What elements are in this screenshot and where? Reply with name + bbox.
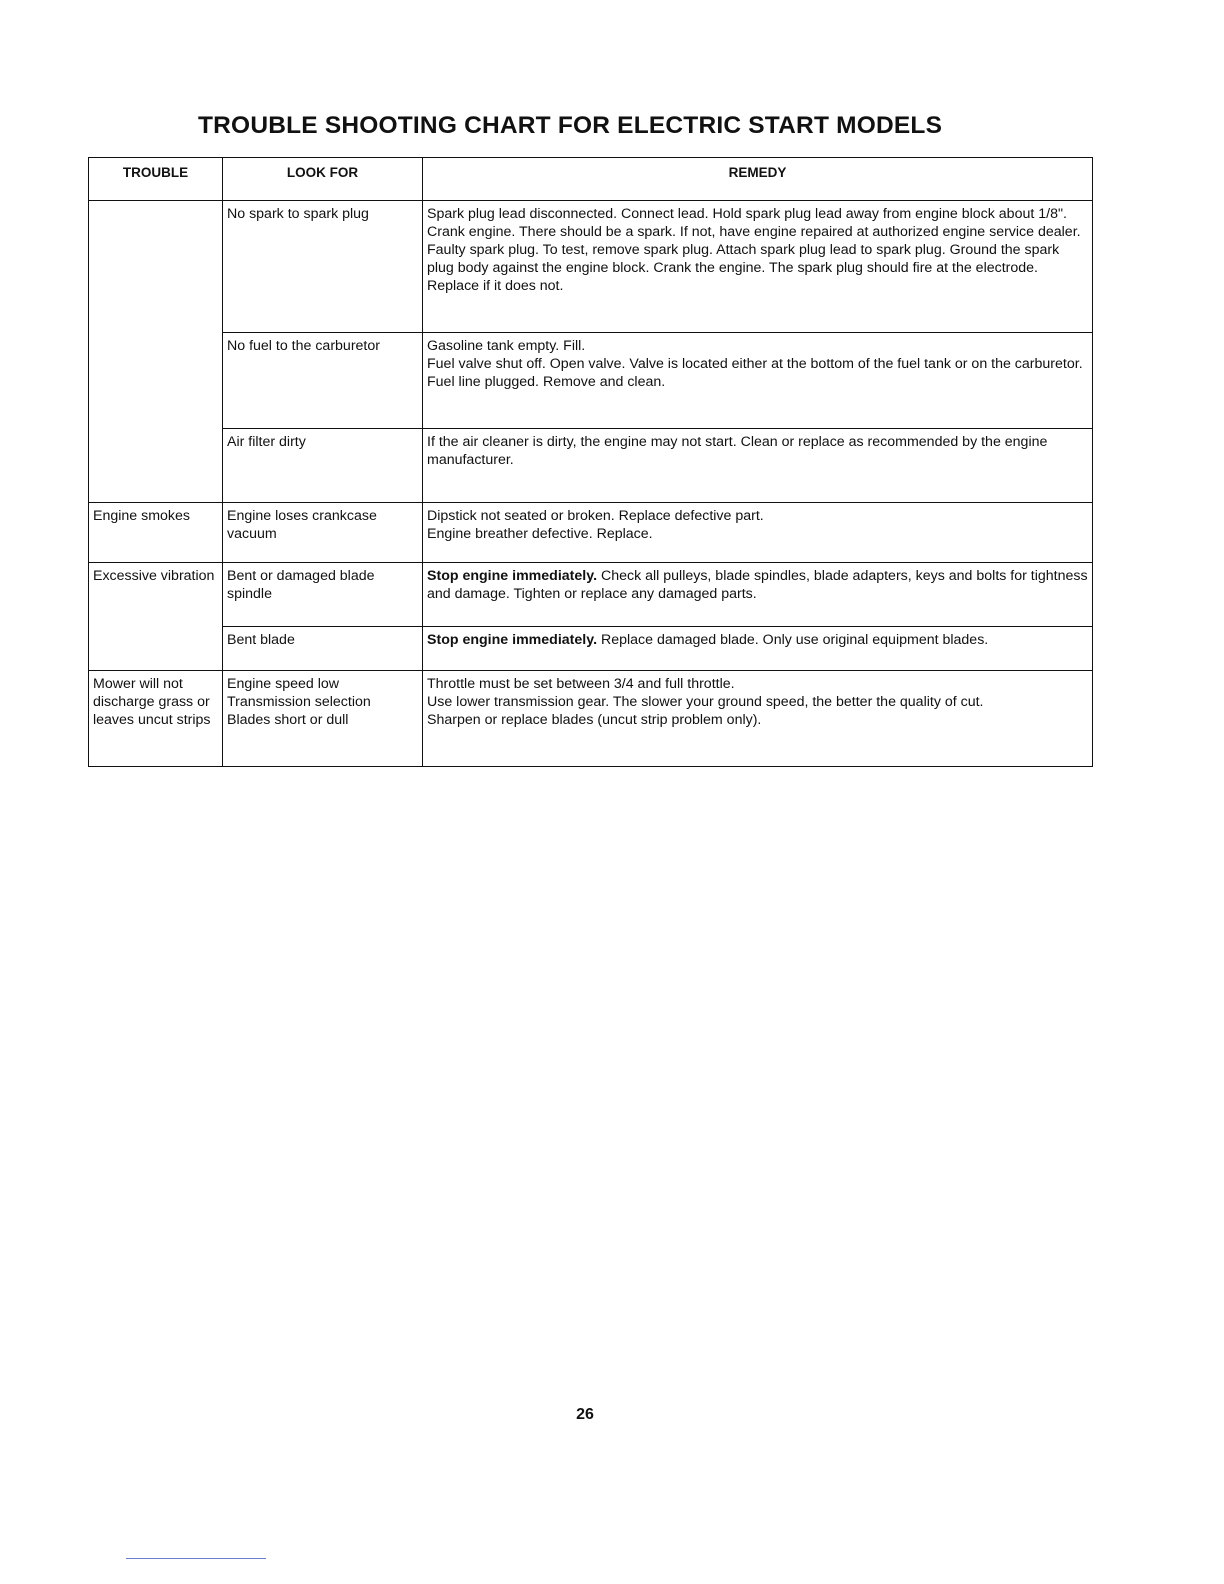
trouble-shooting-table bbox=[88, 157, 1093, 767]
look-for-item: No fuel to the carburetor bbox=[227, 338, 380, 354]
remedy-text: Check all pulleys, blade spindles, blade adapters, keys and bolts for tightness and damage. Tighten or replace any damaged parts. bbox=[427, 568, 1088, 602]
trouble-cell: Engine smokes bbox=[89, 503, 223, 563]
remedy-cell bbox=[423, 201, 1093, 333]
remedy-item: Use lower transmission gear. The slower your ground speed, the better the quality of cut. bbox=[427, 694, 984, 710]
trouble-cell: Excessive vibration bbox=[89, 563, 223, 671]
page-number: 26 bbox=[576, 1406, 594, 1423]
remedy-cell bbox=[423, 627, 1093, 671]
table-row bbox=[89, 627, 1093, 671]
remedy-item: Throttle must be set between 3/4 and full throttle. bbox=[427, 676, 735, 692]
look-for-cell bbox=[223, 503, 423, 563]
table-row bbox=[89, 563, 1093, 627]
remedy-cell bbox=[423, 563, 1093, 627]
header-trouble: TROUBLE bbox=[89, 158, 223, 201]
remedy-cell bbox=[423, 671, 1093, 767]
header-remedy: REMEDY bbox=[423, 158, 1093, 201]
look-for-cell bbox=[223, 429, 423, 503]
header-look-for: LOOK FOR bbox=[223, 158, 423, 201]
remedy-item: Fuel line plugged. Remove and clean. bbox=[427, 374, 666, 390]
remedy-emphasis: Stop engine immediately. bbox=[427, 568, 598, 584]
trouble-cell: Mower will not discharge grass or leaves uncut strips bbox=[89, 671, 223, 767]
remedy-item: Sharpen or replace blades (uncut strip problem only). bbox=[427, 712, 762, 728]
look-for-cell bbox=[223, 333, 423, 429]
remedy-item: If the air cleaner is dirty, the engine may not start. Clean or replace as recommended by the engine manufacturer. bbox=[427, 434, 1048, 468]
look-for-cell bbox=[223, 627, 423, 671]
remedy-item: Dipstick not seated or broken. Replace defective part. bbox=[427, 508, 764, 524]
remedy-item: Gasoline tank empty. Fill. bbox=[427, 338, 586, 354]
look-for-cell bbox=[223, 201, 423, 333]
remedy-item: Fuel valve shut off. Open valve. Valve is located either at the bottom of the fuel tank or on the carburetor. bbox=[427, 356, 1083, 372]
look-for-cell bbox=[223, 671, 423, 767]
remedy-item: Faulty spark plug. To test, remove spark plug. Attach spark plug lead to spark plug. Ground the spark plug body against the engine block. Crank the engine. The spark plug should fire at the electrode. Replace if it does not. bbox=[427, 242, 1060, 294]
remedy-item: Engine breather defective. Replace. bbox=[427, 526, 653, 542]
look-for-item: Transmission selection bbox=[227, 694, 371, 710]
page-title: TROUBLE SHOOTING CHART FOR ELECTRIC START MODELS bbox=[198, 112, 943, 139]
header-row bbox=[89, 158, 1093, 201]
table-row bbox=[89, 671, 1093, 767]
look-for-item: No spark to spark plug bbox=[227, 206, 369, 222]
remedy-item: Spark plug lead disconnected. Connect lead. Hold spark plug lead away from engine block about 1/8". Crank engine. There should be a spark. If not, have engine repaired at authorized engine service dealer. bbox=[427, 206, 1081, 240]
remedy-item bbox=[427, 567, 1088, 603]
remedy-item bbox=[427, 631, 1088, 649]
trouble-cell bbox=[89, 201, 223, 503]
look-for-item: Engine loses crankcase vacuum bbox=[227, 508, 377, 542]
remedy-cell bbox=[423, 503, 1093, 563]
look-for-item: Air filter dirty bbox=[227, 434, 306, 450]
look-for-item: Blades short or dull bbox=[227, 712, 349, 728]
table-row bbox=[89, 429, 1093, 503]
look-for-item: Bent blade bbox=[227, 632, 295, 648]
look-for-item: Bent or damaged blade spindle bbox=[227, 568, 375, 602]
table-row bbox=[89, 333, 1093, 429]
remedy-cell bbox=[423, 333, 1093, 429]
look-for-cell bbox=[223, 563, 423, 627]
look-for-item: Engine speed low bbox=[227, 676, 340, 692]
table-row bbox=[89, 503, 1093, 563]
remedy-emphasis: Stop engine immediately. bbox=[427, 632, 598, 648]
remedy-cell bbox=[423, 429, 1093, 503]
footer-rule bbox=[126, 1558, 266, 1559]
remedy-text: Replace damaged blade. Only use original equipment blades. bbox=[597, 632, 989, 648]
table-row bbox=[89, 201, 1093, 333]
